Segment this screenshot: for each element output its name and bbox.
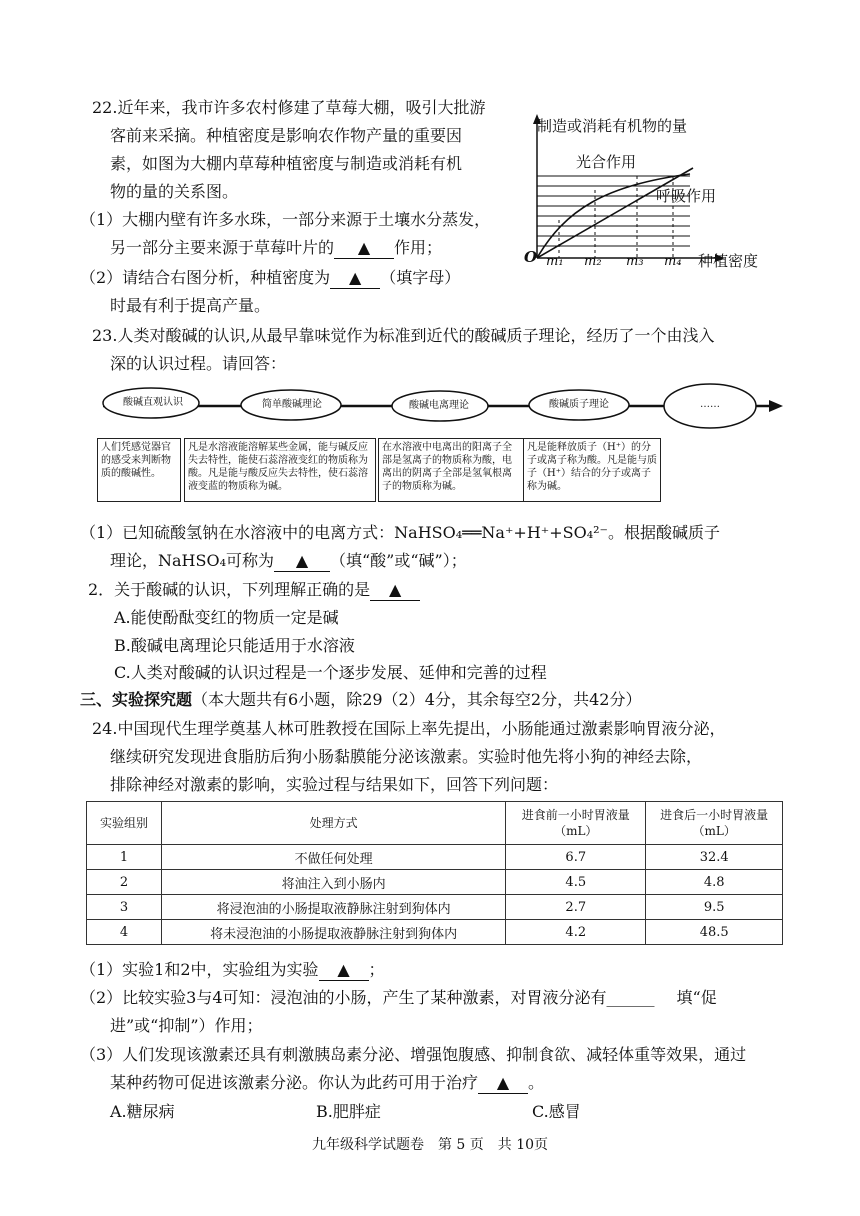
table-cell: 3 [87, 895, 162, 920]
graph-ylabel: 制造或消耗有机物的量 [537, 117, 688, 135]
table-cell: 6.7 [506, 845, 646, 870]
q23-sub1-text: 理论，NaHSO₄可称为 [110, 551, 274, 570]
theory-box-2: 凡是水溶液能溶解某些金属，能与碱反应失去特性，能使石蕊溶液变红的物质称为酸。凡是能与酸反应失去特性，使石蕊溶液变蓝的物质称为碱。 [184, 438, 376, 502]
page-footer: 九年级科学试题卷 第 5 页 共 10页 [311, 1137, 549, 1153]
theory-box-3: 在水溶液中电离出的阳离子全部是氢离子的物质称为酸，电离出的阴离子全部是氢氧根离子的物质称为碱。 [378, 438, 524, 502]
q24-sub1-text: （1）实验1和2中，实验组为实验 [80, 960, 319, 979]
table-row [87, 920, 783, 945]
table-cell: 1 [87, 845, 162, 870]
q22-line3: 素，如图为大棚内草莓种植密度与制造或消耗有机 [110, 154, 463, 173]
stage-label-1: 酸碱直观认识 [123, 397, 183, 408]
respiration-curve [537, 168, 693, 258]
graph-curve1-label: 光合作用 [576, 153, 637, 171]
table-cell: 48.5 [646, 920, 783, 945]
table-header-cell: 进食前一小时胃液量（mL） [506, 802, 646, 845]
q24-line2: 继续研究发现进食脂肪后狗小肠黏膜能分泌该激素。实验时他先将小狗的神经去除， [110, 747, 703, 766]
table-cell: 将未浸泡油的小肠提取液静脉注射到狗体内 [162, 920, 506, 945]
q24-sub1-end: ； [368, 960, 385, 979]
table-cell: 4.2 [506, 920, 646, 945]
q23-sub2-text: 2．关于酸碱的认识，下列理解正确的是 [88, 580, 371, 599]
table-cell: 4 [87, 920, 162, 945]
q23-sub1-line2 [110, 551, 467, 572]
answer-blank[interactable]: ______ [606, 988, 655, 1007]
q22-sub1-end: 作用； [394, 238, 443, 257]
graph-xlabel: 种植密度 [698, 252, 759, 270]
section-3-title: 三、实验探究题 [80, 690, 193, 709]
answer-blank[interactable]: ▲ [274, 551, 330, 572]
answer-blank[interactable]: ▲ [334, 238, 394, 259]
q22-line2: 客前来采摘。种植密度是影响农作物产量的重要因 [110, 126, 463, 145]
q24-sub2-end: 填“促 [676, 988, 717, 1007]
stage-label-4: 酸碱质子理论 [549, 399, 609, 410]
table-cell: 将油注入到小肠内 [162, 870, 506, 895]
tick-m4: m₄ [664, 254, 682, 269]
q24-line3: 排除神经对激素的影响，实验过程与结果如下，回答下列问题： [110, 775, 559, 794]
q24-sub1 [80, 960, 385, 981]
q22-sub2-line1 [80, 268, 460, 289]
q24-sub3-text: 某种药物可促进该激素分泌。你认为此药可用于治疗 [110, 1073, 479, 1092]
q22-sub1-text: 另一部分主要来源于草莓叶片的 [110, 238, 335, 257]
q24-sub3-line1: （3）人们发现该激素还具有刺激胰岛素分泌、增强饱腹感、抑制食欲、减轻体重等效果，通过 [80, 1045, 747, 1064]
tick-m1: m₁ [546, 254, 564, 269]
answer-blank[interactable]: ▲ [478, 1073, 528, 1094]
graph-curve2-label: 呼吸作用 [656, 187, 717, 205]
theory-box-1: 人们凭感觉器官的感受来判断物质的酸碱性。 [97, 438, 181, 502]
q23-sub2 [88, 580, 420, 601]
table-cell: 32.4 [646, 845, 783, 870]
timeline-arrowhead [769, 400, 783, 412]
table-cell: 9.5 [646, 895, 783, 920]
table-cell: 将浸泡油的小肠提取液静脉注射到狗体内 [162, 895, 506, 920]
answer-blank[interactable]: ▲ [330, 268, 380, 289]
table-cell: 不做任何处理 [162, 845, 506, 870]
q24-option-b: B.肥胖症 [316, 1102, 381, 1121]
stage-label-3: 酸碱电离理论 [409, 400, 469, 411]
q24-line1: 24.中国现代生理学奠基人林可胜教授在国际上率先提出，小肠能通过激素影响胃液分泌， [92, 719, 726, 738]
q24-sub2-line2: 进”或“抑制”）作用； [110, 1016, 263, 1035]
table-header-cell: 处理方式 [162, 802, 506, 845]
q22-sub1-line2 [110, 238, 442, 259]
table-row [87, 870, 783, 895]
q24-sub3-end: 。 [528, 1073, 545, 1092]
q23-line1: 23.人类对酸碱的认识,从最早靠味觉作为标准到近代的酸碱质子理论，经历了一个由浅入 [92, 326, 715, 345]
table-row [87, 895, 783, 920]
section-3-note: （本大题共有6小题，除29（2）4分，其余每空2分，共42分） [192, 690, 642, 709]
table-cell: 2.7 [506, 895, 646, 920]
q22-sub2-text: （2）请结合右图分析，种植密度为 [80, 268, 331, 287]
section-3-heading [80, 690, 641, 710]
q22-line4: 物的量的关系图。 [110, 182, 239, 201]
q23-sub1-line1: （1）已知硫酸氢钠在水溶液中的电离方式：NaHSO₄══Na⁺+H⁺+SO₄²⁻。根据酸碱质子 [80, 523, 720, 542]
q24-option-c: C.感冒 [532, 1102, 581, 1121]
table-row [87, 845, 783, 870]
answer-blank[interactable]: ▲ [319, 960, 369, 981]
table-cell: 4.5 [506, 870, 646, 895]
q23-option-a: A.能使酚酞变红的物质一定是碱 [114, 608, 339, 627]
q24-option-a: A.糖尿病 [110, 1102, 175, 1121]
q24-sub3-line2 [110, 1073, 544, 1094]
answer-blank[interactable]: ▲ [370, 580, 420, 601]
q23-line2: 深的认识过程。请回答： [110, 354, 287, 373]
experiment-table [86, 801, 783, 945]
q23-option-b: B.酸碱电离理论只能适用于水溶液 [114, 636, 355, 655]
q24-sub2-text: （2）比较实验3与4可知：浸泡油的小肠，产生了某种激素，对胃液分泌有 [80, 988, 607, 1007]
q22-sub1-line1: （1）大棚内壁有许多水珠，一部分来源于土壤水分蒸发， [80, 210, 491, 229]
table-header-cell: 实验组别 [87, 802, 162, 845]
q24-sub2-line1 [80, 988, 717, 1008]
q23-sub1-end: （填“酸”或“碱”）； [330, 551, 467, 570]
theory-box-4: 凡是能释放质子（H⁺）的分子或离子称为酸。凡是能与质子（H⁺）结合的分子或离子称为碱。 [523, 438, 661, 502]
q23-option-c: C.人类对酸碱的认识过程是一个逐步发展、延伸和完善的过程 [114, 663, 547, 682]
tick-m2: m₂ [584, 254, 602, 269]
table-header-cell: 进食后一小时胃液量（mL） [646, 802, 783, 845]
q22-sub2-line2: 时最有利于提高产量。 [110, 296, 271, 315]
table-cell: 4.8 [646, 870, 783, 895]
tick-m3: m₃ [626, 254, 644, 269]
stage-label-2: 简单酸碱理论 [262, 399, 322, 410]
q22-sub2-end: （填字母） [380, 268, 461, 287]
table-header-row [87, 802, 783, 845]
stage-label-5: …… [700, 399, 720, 410]
q22-line1: 22.近年来，我市许多农村修建了草莓大棚，吸引大批游 [92, 98, 486, 117]
graph-origin: O [524, 248, 538, 266]
table-cell: 2 [87, 870, 162, 895]
